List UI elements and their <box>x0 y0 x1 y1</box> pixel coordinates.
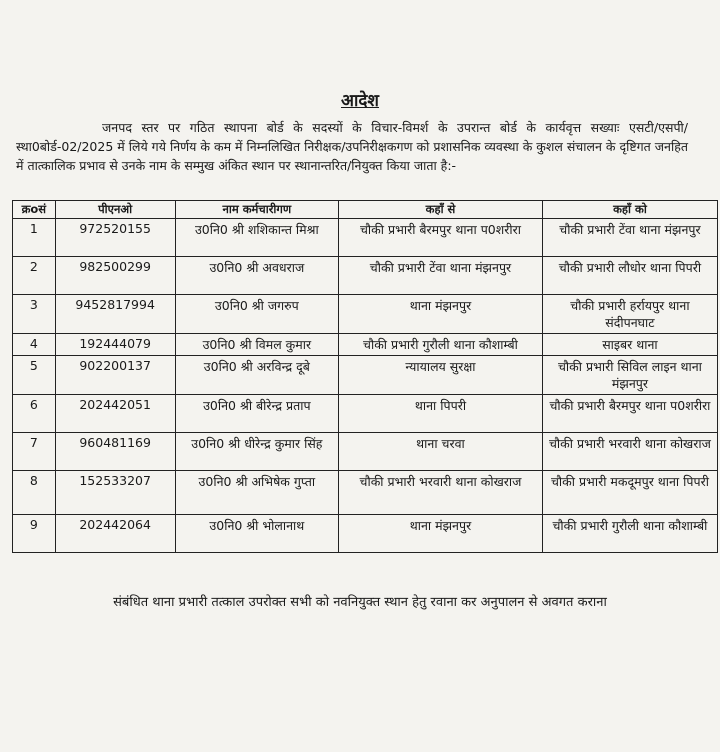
cell-serial: 6 <box>13 395 56 433</box>
header-to: कहाँ को <box>542 201 717 219</box>
cell-pno: 9452817994 <box>55 295 175 334</box>
transfer-table <box>12 200 718 553</box>
footer-instruction: संबंधित थाना प्रभारी तत्काल उपरोक्त सभी को नवनियुक्त स्थान हेतु रवाना कर अनुपालन से अवगत कराना <box>113 595 607 610</box>
cell-from: थाना मंझनपुर <box>339 295 543 334</box>
cell-name: उ0नि0 श्री अभिषेक गुप्ता <box>175 471 338 515</box>
cell-name: उ0नि0 श्री अवधराज <box>175 257 338 295</box>
header-pno: पीएनओ <box>55 201 175 219</box>
cell-from: थाना मंझनपुर <box>339 515 543 553</box>
cell-name: उ0नि0 श्री विमल कुमार <box>175 334 338 356</box>
table-header-row <box>13 201 718 219</box>
cell-from: थाना चरवा <box>339 433 543 471</box>
table-row <box>13 356 718 395</box>
table-row <box>13 257 718 295</box>
cell-serial: 8 <box>13 471 56 515</box>
cell-serial: 1 <box>13 219 56 257</box>
cell-serial: 7 <box>13 433 56 471</box>
cell-to: चौकी प्रभारी बैरमपुर थाना प0शरीरा <box>542 395 717 433</box>
cell-to: चौकी प्रभारी सिविल लाइन थाना मंझनपुर <box>542 356 717 395</box>
table-row <box>13 433 718 471</box>
cell-from: चौकी प्रभारी भरवारी थाना कोखराज <box>339 471 543 515</box>
cell-from: थाना पिपरी <box>339 395 543 433</box>
cell-pno: 192444079 <box>55 334 175 356</box>
cell-from: चौकी प्रभारी टेंवा थाना मंझनपुर <box>339 257 543 295</box>
cell-to: चौकी प्रभारी भरवारी थाना कोखराज <box>542 433 717 471</box>
cell-serial: 4 <box>13 334 56 356</box>
cell-to: चौकी प्रभारी मकदूमपुर थाना पिपरी <box>542 471 717 515</box>
cell-pno: 152533207 <box>55 471 175 515</box>
cell-name: उ0नि0 श्री धीरेन्द्र कुमार सिंह <box>175 433 338 471</box>
header-name: नाम कर्मचारीगण <box>175 201 338 219</box>
order-heading: आदेश <box>341 91 379 111</box>
cell-to: चौकी प्रभारी लौधोर थाना पिपरी <box>542 257 717 295</box>
cell-name: उ0नि0 श्री अरविन्द्र दूबे <box>175 356 338 395</box>
cell-from: न्यायालय सुरक्षा <box>339 356 543 395</box>
table-row <box>13 334 718 356</box>
cell-pno: 972520155 <box>55 219 175 257</box>
cell-to: चौकी प्रभारी गुरौली थाना कौशाम्बी <box>542 515 717 553</box>
cell-to: साइबर थाना <box>542 334 717 356</box>
cell-serial: 9 <box>13 515 56 553</box>
cell-serial: 5 <box>13 356 56 395</box>
cell-pno: 902200137 <box>55 356 175 395</box>
order-intro-paragraph <box>16 118 688 175</box>
table-row <box>13 295 718 334</box>
cell-pno: 202442064 <box>55 515 175 553</box>
cell-pno: 202442051 <box>55 395 175 433</box>
intro-text: जनपद स्तर पर गठित स्थापना बोर्ड के सदस्यों के विचार-विमर्श के उपरान्त बोर्ड के कार्यवृत्त सख्याः एसटी/एसपी/स्था0बोर्ड-02/2025 में लिये गये निर्णय के कम में निम्नलिखित निरीक्षक/उपनिरीक्षकगण को प्रशासनिक व्यवस्था के कुशल संचालन के दृष्टिगत जनहित में तात्कालिक प्रभाव से उनके नाम के सम्मुख अंकित स्थान पर स्थानान्तरित/नियुक्त किया जाता है:- <box>16 120 688 173</box>
cell-pno: 960481169 <box>55 433 175 471</box>
cell-name: उ0नि0 श्री शशिकान्त मिश्रा <box>175 219 338 257</box>
cell-pno: 982500299 <box>55 257 175 295</box>
table-row <box>13 395 718 433</box>
cell-from: चौकी प्रभारी गुरौली थाना कौशाम्बी <box>339 334 543 356</box>
cell-name: उ0नि0 श्री जगरुप <box>175 295 338 334</box>
table-row <box>13 515 718 553</box>
cell-to: चौकी प्रभारी टेंवा थाना मंझनपुर <box>542 219 717 257</box>
cell-name: उ0नि0 श्री भोलानाथ <box>175 515 338 553</box>
cell-name: उ0नि0 श्री बीरेन्द्र प्रताप <box>175 395 338 433</box>
cell-from: चौकी प्रभारी बैरमपुर थाना प0शरीरा <box>339 219 543 257</box>
cell-serial: 3 <box>13 295 56 334</box>
header-serial: क्रoसं <box>13 201 56 219</box>
cell-to: चौकी प्रभारी हर्रायपुर थाना संदीपनघाट <box>542 295 717 334</box>
table-row <box>13 219 718 257</box>
header-from: कहाँ से <box>339 201 543 219</box>
cell-serial: 2 <box>13 257 56 295</box>
table-row <box>13 471 718 515</box>
